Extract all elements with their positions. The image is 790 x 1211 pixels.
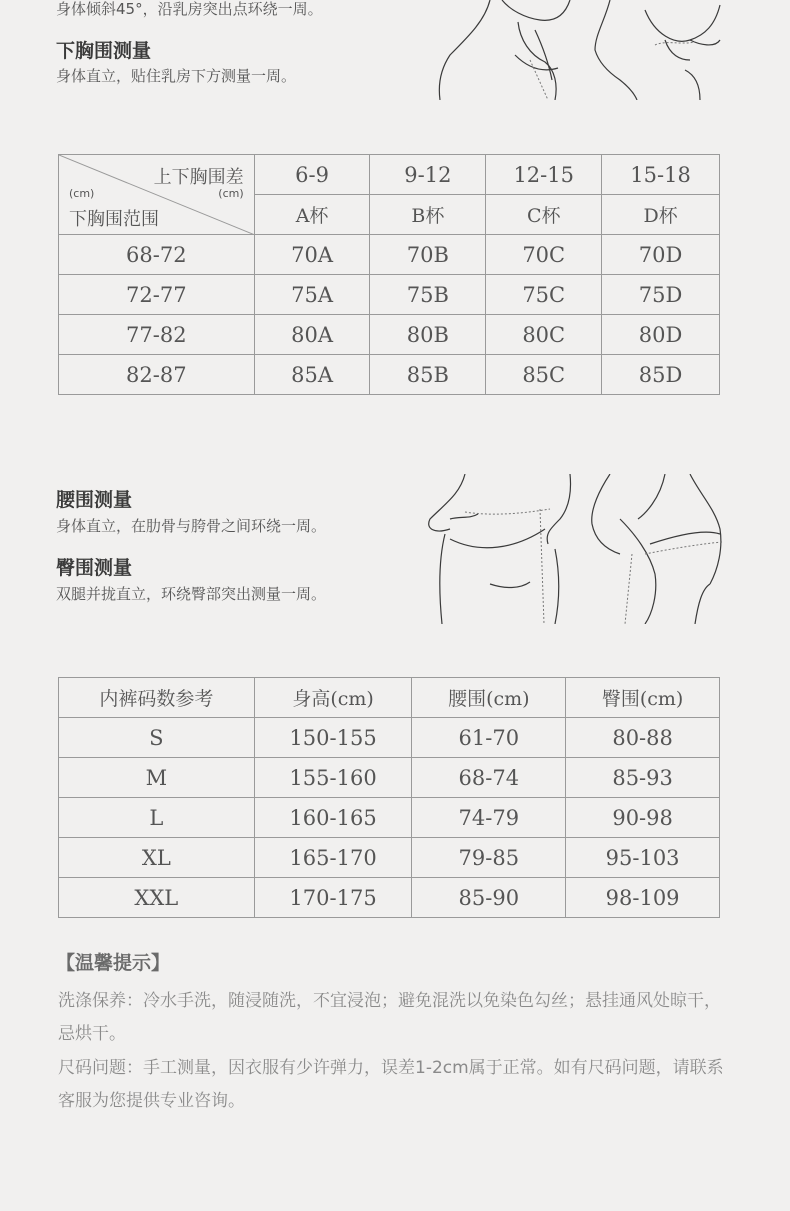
underbust-range: 72-77 [59, 275, 255, 315]
table-row [59, 315, 720, 355]
tips-title: 【温馨提示】 [56, 952, 171, 974]
tips-sizing: 尺码问题：手工测量，因衣服有少许弹力，误差1-2cm属于正常。如有尺码问题，请联系客服为您提供专业咨询。 [58, 1058, 724, 1111]
underbust-range: 77-82 [59, 315, 255, 355]
bra-size: 70D [602, 235, 720, 275]
height-range: 170-175 [254, 878, 412, 918]
table-row [59, 235, 720, 275]
header-waist: 腰围(cm) [412, 678, 566, 718]
height-range: 160-165 [254, 798, 412, 838]
table-row [59, 838, 720, 878]
diff-range: 12-15 [486, 155, 602, 195]
header-hip: 臀围(cm) [566, 678, 720, 718]
bra-size: 75C [486, 275, 602, 315]
bra-size: 80C [486, 315, 602, 355]
bra-size: 85B [370, 355, 486, 395]
bra-size: 70C [486, 235, 602, 275]
cup-label: D杯 [602, 195, 720, 235]
size-label: XL [59, 838, 255, 878]
bra-size: 75B [370, 275, 486, 315]
hip-range: 85-93 [566, 758, 720, 798]
corner-range-label: 下胸围范围 [69, 209, 159, 230]
size-label: S [59, 718, 255, 758]
waist-range: 68-74 [412, 758, 566, 798]
hip-range: 80-88 [566, 718, 720, 758]
table-row [59, 355, 720, 395]
bra-size: 75D [602, 275, 720, 315]
bra-size: 80A [254, 315, 370, 355]
cup-label: C杯 [486, 195, 602, 235]
header-height: 身高(cm) [254, 678, 412, 718]
size-label: XXL [59, 878, 255, 918]
bra-size: 75A [254, 275, 370, 315]
table-corner-cell [59, 155, 255, 235]
pants-size-table [58, 677, 720, 918]
height-range: 155-160 [254, 758, 412, 798]
table-row [59, 758, 720, 798]
hip-desc: 双腿并拢直立，环绕臀部突出测量一周。 [56, 585, 327, 603]
bra-size: 70A [254, 235, 370, 275]
table-row [59, 878, 720, 918]
size-label: L [59, 798, 255, 838]
hip-range: 90-98 [566, 798, 720, 838]
waist-range: 79-85 [412, 838, 566, 878]
size-label: M [59, 758, 255, 798]
waist-title: 腰围测量 [56, 489, 133, 511]
underbust-desc: 身体直立，贴住乳房下方测量一周。 [56, 67, 297, 85]
hip-title: 臀围测量 [56, 557, 133, 579]
underbust-range: 68-72 [59, 235, 255, 275]
underbust-title: 下胸围测量 [56, 40, 152, 62]
bra-size-table [58, 154, 720, 395]
waist-range: 74-79 [412, 798, 566, 838]
bra-size: 85C [486, 355, 602, 395]
waist-desc: 身体直立，在肋骨与胯骨之间环绕一周。 [56, 517, 327, 535]
diff-range: 6-9 [254, 155, 370, 195]
bra-size: 70B [370, 235, 486, 275]
diff-range: 15-18 [602, 155, 720, 195]
bra-size: 80B [370, 315, 486, 355]
table-row [59, 718, 720, 758]
bust-measure-illustration [430, 0, 730, 100]
cup-label: A杯 [254, 195, 370, 235]
diff-range: 9-12 [370, 155, 486, 195]
waist-range: 61-70 [412, 718, 566, 758]
table-row [59, 798, 720, 838]
header-size-ref: 内裤码数参考 [59, 678, 255, 718]
tips-washing: 洗涤保养：冷水手洗，随浸随洗，不宜浸泡；避免混洗以免染色勾丝；悬挂通风处晾干，忌烘干。 [58, 991, 721, 1044]
corner-diff-label: 上下胸围差 [153, 167, 244, 188]
bra-size: 80D [602, 315, 720, 355]
corner-unit-left: (cm) [69, 187, 95, 200]
bust-measure-desc: 身体倾斜45°，沿乳房突出点环绕一周。 [56, 0, 323, 18]
waist-hip-illustration [420, 474, 730, 624]
corner-unit-right: (cm) [218, 187, 244, 200]
hip-range: 98-109 [566, 878, 720, 918]
bra-size: 85A [254, 355, 370, 395]
underbust-range: 82-87 [59, 355, 255, 395]
table-row [59, 275, 720, 315]
height-range: 150-155 [254, 718, 412, 758]
cup-label: B杯 [370, 195, 486, 235]
bra-size: 85D [602, 355, 720, 395]
hip-range: 95-103 [566, 838, 720, 878]
waist-range: 85-90 [412, 878, 566, 918]
height-range: 165-170 [254, 838, 412, 878]
